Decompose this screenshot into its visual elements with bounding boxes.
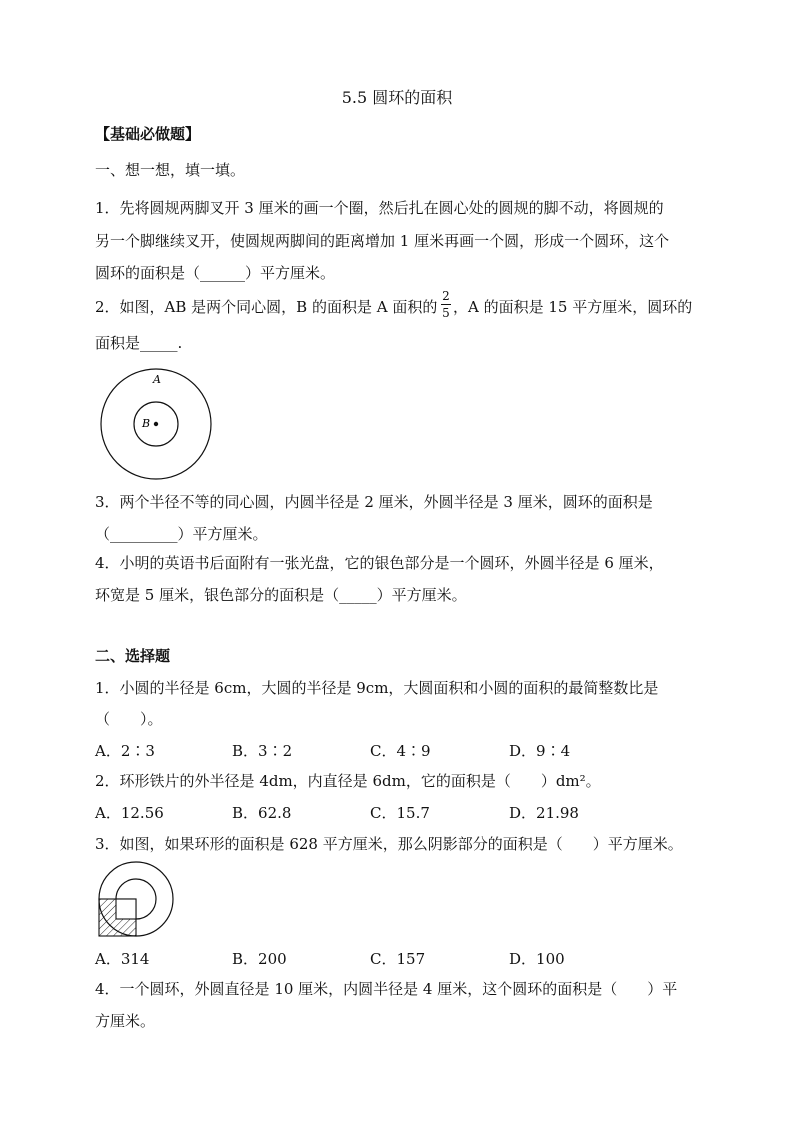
p2-q3-line1: 3．如图，如果环形的面积是 628 平方厘米，那么阴影部分的面积是（ ）平方厘米。 [95,835,683,853]
p1-q1-line3: 圆环的面积是（______）平方厘米。 [95,264,336,282]
concentric-circles-figure [99,367,213,481]
p2-q2-option-c[interactable]: C．15.7 [370,804,430,822]
p2-q1-line2: （ ）。 [95,710,163,728]
p1-q2-line1-b: ，A 的面积是 15 平方厘米，圆环的 [453,298,693,316]
p1-q1-line1: 1．先将圆规两脚叉开 3 厘米的画一个圈，然后扎在圆心处的圆规的脚不动，将圆规的 [95,199,664,217]
p2-q3-option-c[interactable]: C．157 [370,950,426,968]
p1-q1-line2: 另一个脚继续叉开，使圆规两脚间的距离增加 1 厘米再画一个圆，形成一个圆环，这个 [95,232,670,250]
p2-q2-option-d[interactable]: D．21.98 [509,804,579,822]
p2-q2-line1: 2．环形铁片的外半径是 4dm，内直径是 6dm，它的面积是（ ）dm²。 [95,772,601,790]
p2-q1-option-a[interactable]: A．2∶3 [95,742,155,760]
page-title: 5.5 圆环的面积 [341,88,453,107]
p2-q4-line2: 方厘米。 [95,1012,156,1030]
ring-with-shaded-square-figure [97,860,177,940]
fraction-numerator: 2 [442,289,450,303]
p2-q4-line1: 4．一个圆环，外圆直径是 10 厘米，内圆半径是 4 厘米，这个圆环的面积是（ ）平 [95,980,678,998]
small-white-square [116,899,136,919]
p2-q3-option-b[interactable]: B．200 [232,950,287,968]
p2-q2-option-a[interactable]: A．12.56 [95,804,164,822]
fraction-denominator: 5 [442,306,450,320]
p1-q4-line2: 环宽是 5 厘米，银色部分的面积是（_____）平方厘米。 [95,586,467,604]
p1-q2-line2: 面积是_____. [95,334,183,352]
fraction-bar [441,304,451,305]
p1-q3-line2: （_________）平方厘米。 [95,525,268,543]
p2-q3-option-a[interactable]: A．314 [95,950,150,968]
p2-q1-line1: 1．小圆的半径是 6cm，大圆的半径是 9cm，大圆面积和小圆的面积的最简整数比是 [95,679,659,697]
part1-heading: 一、想一想，填一填。 [95,161,246,179]
p2-q2-option-b[interactable]: B．62.8 [232,804,292,822]
p2-q1-option-c[interactable]: C．4∶9 [370,742,431,760]
p1-q2-line1-a: 2．如图，AB 是两个同心圆，B 的面积是 A 面积的 [95,298,438,316]
p1-q4-line1: 4．小明的英语书后面附有一张光盘，它的银色部分是一个圆环，外圆半径是 6 厘米， [95,554,664,572]
label-a: A [153,373,161,386]
p1-q3-line1: 3．两个半径不等的同心圆，内圆半径是 2 厘米，外圆半径是 3 厘米，圆环的面积是 [95,493,653,511]
p2-q1-option-b[interactable]: B．3∶2 [232,742,293,760]
section-basic-heading: 【基础必做题】 [95,125,201,143]
part2-heading: 二、选择题 [95,647,171,665]
center-dot [154,422,158,426]
p2-q3-option-d[interactable]: D．100 [509,950,565,968]
p2-q1-option-d[interactable]: D．9∶4 [509,742,571,760]
label-b: B [142,417,151,430]
